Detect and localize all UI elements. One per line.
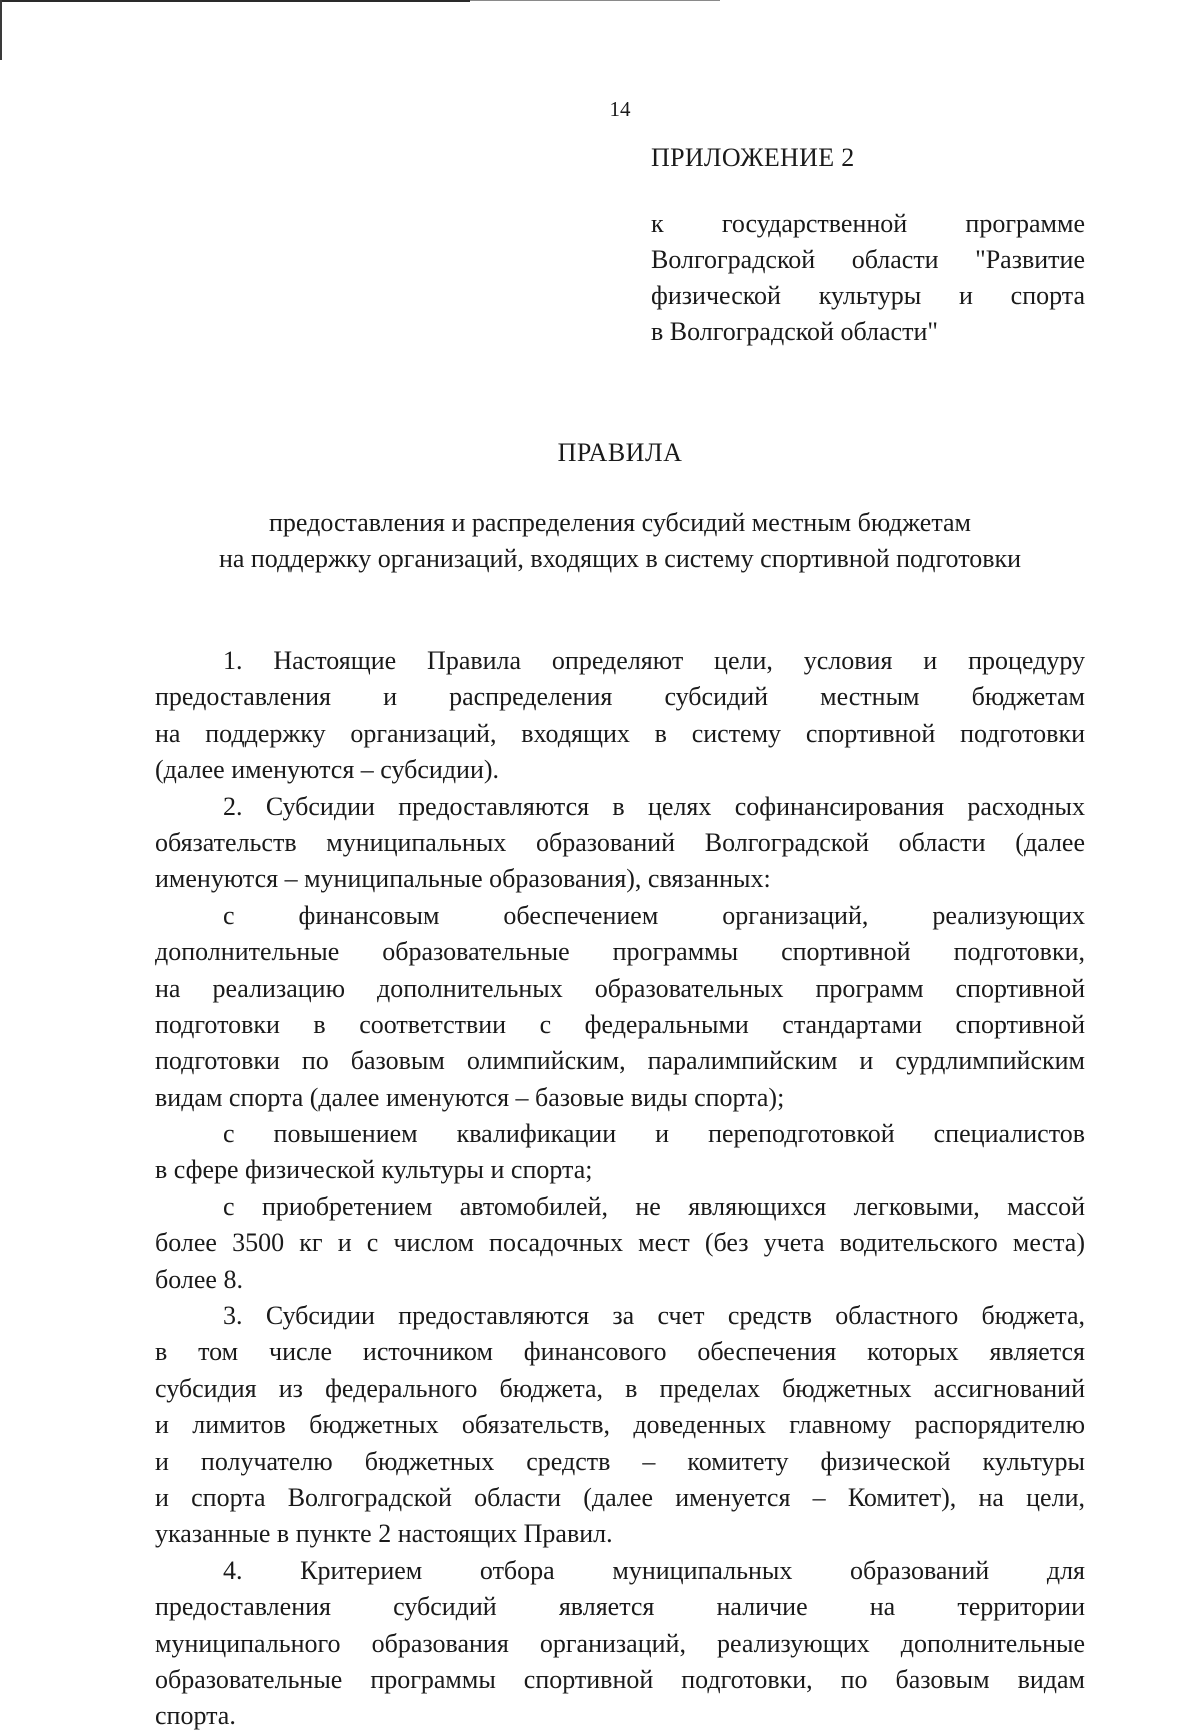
- rules-body-text: [155, 643, 1085, 1735]
- rules-subtitle-line: на поддержку организаций, входящих в систему спортивной подготовки: [218, 544, 1022, 573]
- body-line: (далее именуются – субсидии).: [155, 755, 500, 785]
- appendix-reference-line: в Волгоградской области": [651, 317, 938, 346]
- rules-title: ПРАВИЛА: [557, 438, 683, 467]
- scan-edge-top-faint: [470, 0, 720, 1]
- body-line: и получателю бюджетных средств – комитету физической культуры: [155, 1446, 1085, 1476]
- body-line: и лимитов бюджетных обязательств, доведенных главному распорядителю: [155, 1410, 1085, 1440]
- scan-edge-left: [0, 0, 2, 60]
- body-line: предоставления и распределения субсидий местным бюджетам: [155, 682, 1085, 712]
- body-line: спорта.: [155, 1701, 236, 1731]
- rules-subtitle: [0, 505, 1200, 577]
- scan-edge-top: [0, 0, 470, 2]
- body-line: дополнительные образовательные программы спортивной подготовки,: [155, 937, 1085, 967]
- body-line: видам спорта (далее именуются – базовые виды спорта);: [155, 1082, 785, 1112]
- body-line: 3. Субсидии предоставляются за счет средств областного бюджета,: [223, 1301, 1085, 1331]
- body-line: и спорта Волгоградской области (далее именуется – Комитет), на цели,: [155, 1482, 1085, 1512]
- body-line: предоставления субсидий является наличие на территории: [155, 1592, 1085, 1622]
- body-line: подготовки по базовым олимпийским, паралимпийским и сурдлимпийским: [155, 1046, 1085, 1076]
- body-line: в сфере физической культуры и спорта;: [155, 1155, 593, 1185]
- rules-subtitle-line: предоставления и распределения субсидий местным бюджетам: [268, 508, 972, 537]
- body-line: на реализацию дополнительных образовательных программ спортивной: [155, 973, 1085, 1003]
- body-line: муниципального образования организаций, реализующих дополнительные: [155, 1628, 1085, 1658]
- appendix-title: ПРИЛОЖЕНИЕ 2: [651, 143, 855, 172]
- body-line: в том числе источником финансового обеспечения которых является: [155, 1337, 1085, 1367]
- appendix-reference-line: Волгоградской области "Развитие: [651, 245, 1085, 274]
- body-line: более 8.: [155, 1264, 243, 1294]
- body-line: 4. Критерием отбора муниципальных образований для: [223, 1555, 1085, 1585]
- appendix-reference-line: к государственной программе: [651, 209, 1085, 238]
- appendix-reference-line: физической культуры и спорта: [651, 281, 1085, 310]
- page-number: 14: [609, 97, 631, 121]
- body-line: с финансовым обеспечением организаций, реализующих: [223, 900, 1085, 930]
- body-line: именуются – муниципальные образования), связанных:: [155, 864, 771, 894]
- appendix-reference: [651, 206, 1085, 350]
- body-line: образовательные программы спортивной подготовки, по базовым видам: [155, 1664, 1085, 1694]
- body-line: с приобретением автомобилей, не являющихся легковыми, массой: [223, 1191, 1085, 1221]
- body-line: более 3500 кг и с числом посадочных мест (без учета водительского места): [155, 1228, 1085, 1258]
- body-line: обязательств муниципальных образований Волгоградской области (далее: [155, 827, 1085, 857]
- body-line: подготовки в соответствии с федеральными стандартами спортивной: [155, 1009, 1085, 1039]
- body-line: на поддержку организаций, входящих в систему спортивной подготовки: [155, 718, 1085, 748]
- body-line: 1. Настоящие Правила определяют цели, условия и процедуру: [223, 646, 1085, 675]
- body-line: с повышением квалификации и переподготовкой специалистов: [223, 1119, 1085, 1149]
- body-line: субсидия из федерального бюджета, в пределах бюджетных ассигнований: [155, 1373, 1085, 1403]
- body-line: указанные в пункте 2 настоящих Правил.: [155, 1519, 613, 1549]
- body-line: 2. Субсидии предоставляются в целях софинансирования расходных: [223, 791, 1085, 821]
